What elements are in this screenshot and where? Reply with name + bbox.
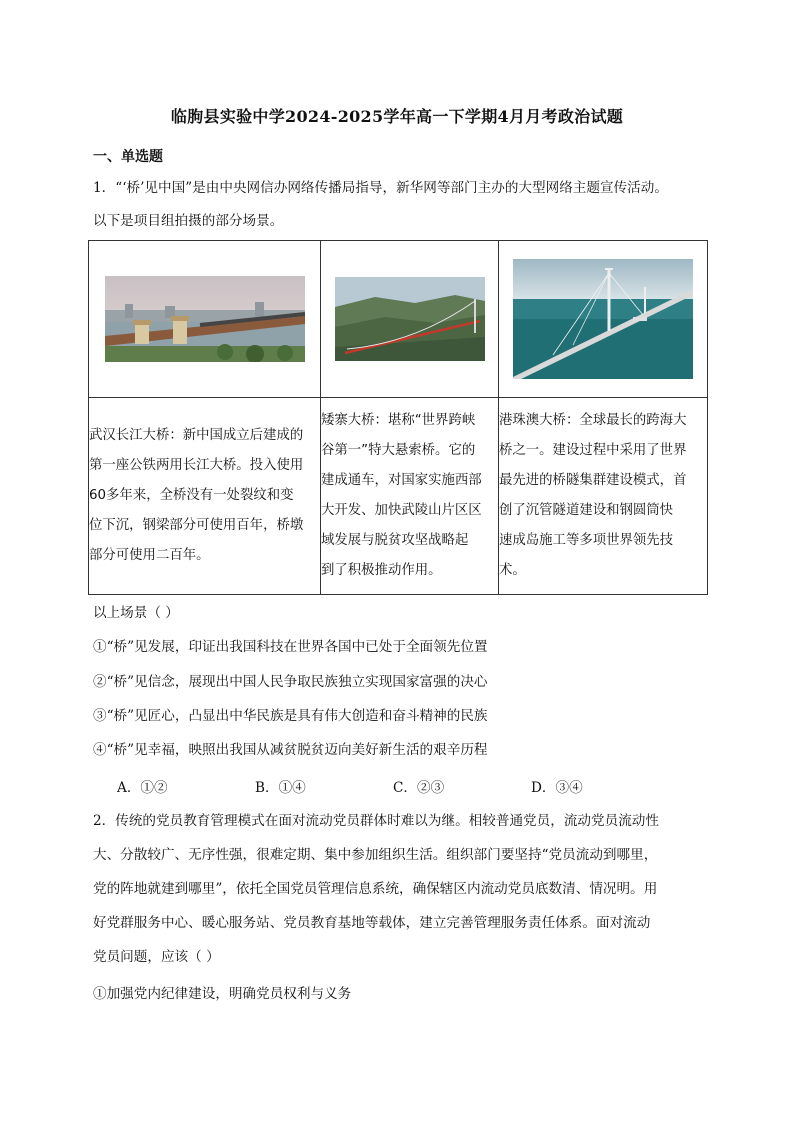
q1-statement-4: ④“桥”见幸福，映照出我国从减贫脱贫迈向美好新生活的艰辛历程 (93, 742, 488, 758)
q2-line-4: 好党群服务中心、暖心服务站、党员教育基地等载体，建立完善管理服务责任体系。面对流动 (93, 915, 651, 931)
bridge-table (88, 240, 708, 595)
option-a[interactable]: A．①② (117, 780, 168, 796)
q2-line-5: 党员问题，应该（ ） (93, 949, 220, 965)
option-d[interactable]: D．③④ (531, 780, 583, 796)
q1-statement-1: ①“桥”见发展，印证出我国科技在世界各国中已处于全面领先位置 (93, 639, 488, 655)
bridge-description-3: 港珠澳大桥：全球最长的跨海大 桥之一。建设过程中采用了世界 最先进的桥隧集群建设模式，首 创了沉管隧道建设和钢圆筒快 速成岛施工等多项世界领先技 术。 (499, 398, 708, 595)
wuhan-yangtze-bridge-photo (105, 276, 305, 362)
q2-line-2: 大、分散较广、无序性强，很难定期、集中参加组织生活。组织部门要坚持“党员流动到哪里， (93, 847, 658, 863)
bridge-description-2: 矮寨大桥：堪称“世界跨峡 谷第一”特大悬索桥。它的 建成通车，对国家实施西部 大开发、加快武陵山片区区 域发展与脱贫攻坚战略起 到了积极推动作用。 (321, 398, 499, 595)
bridge-description-1: 武汉长江大桥：新中国成立后建成的 第一座公铁两用长江大桥。投入使用 60多年来，全桥没有一处裂纹和变 位下沉，钢梁部分可使用百年，桥墩 部分可使用二百年。 (89, 398, 321, 595)
bridge-image-cell-3 (499, 241, 708, 398)
option-c[interactable]: C．②③ (393, 780, 445, 796)
q2-statement-1: ①加强党内纪律建设，明确党员权利与义务 (93, 986, 352, 1002)
q1-statement-3: ③“桥”见匠心，凸显出中华民族是具有伟大创造和奋斗精神的民族 (93, 708, 488, 724)
q2-line-3: 党的阵地就建到哪里”，依托全国党员管理信息系统，确保辖区内流动党员底数清、情况明。用 (93, 881, 658, 897)
q1-lead: 以上场景（ ） (93, 605, 179, 621)
q1-statement-2: ②“桥”见信念，展现出中国人民争取民族独立实现国家富强的决心 (93, 674, 488, 690)
page-title: 临朐县实验中学2024-2025学年高一下学期4月月考政治试题 (170, 107, 624, 126)
bridge-image-cell-2 (321, 241, 499, 398)
option-b[interactable]: B．①④ (255, 780, 306, 796)
q1-stem-line2: 以下是项目组拍摄的部分场景。 (93, 213, 284, 229)
q2-line-1: 2．传统的党员教育管理模式在面对流动党员群体时难以为继。相较普通党员，流动党员流动性 (93, 813, 659, 829)
hzmb-bridge-photo (513, 259, 693, 379)
q1-options (117, 776, 669, 796)
aizhai-bridge-photo (335, 277, 485, 361)
bridge-image-cell-1 (89, 241, 321, 398)
q1-stem-line1: 1．“‘桥’见中国”是由中央网信办网络传播局指导，新华网等部门主办的大型网络主题宣传活动。 (93, 180, 668, 196)
section-heading: 一、单选题 (93, 149, 163, 165)
